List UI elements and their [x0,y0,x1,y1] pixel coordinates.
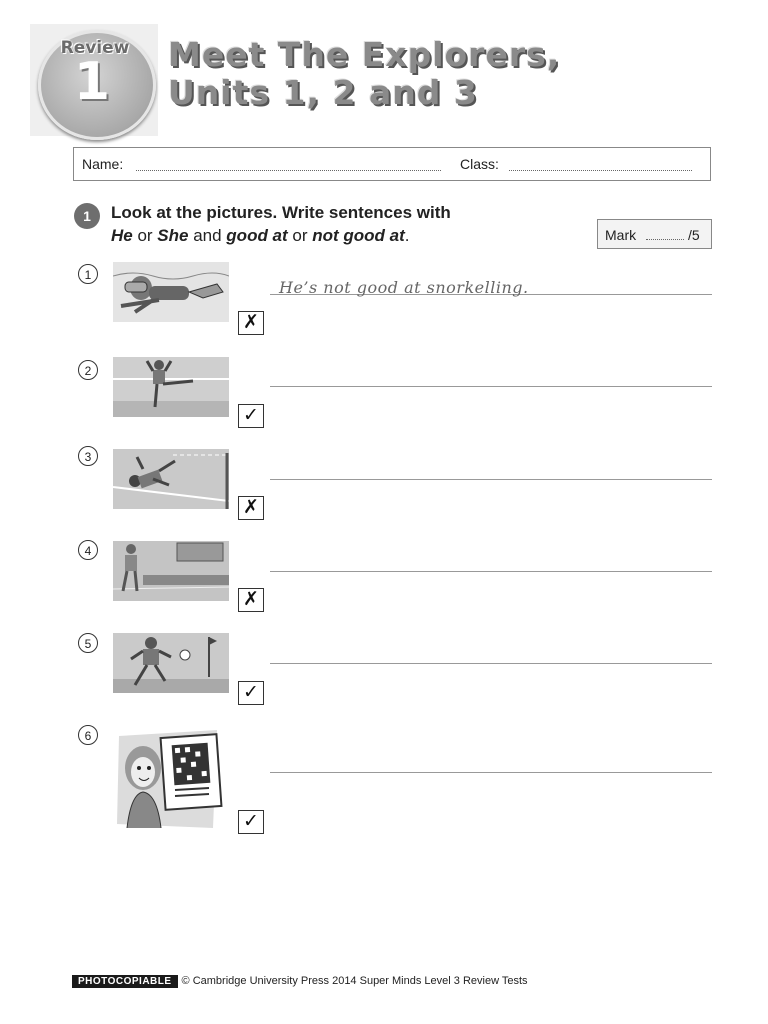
title-line-2: Units 1, 2 and 3 [168,73,478,112]
class-field[interactable] [509,169,692,171]
item-number: 2 [78,360,98,380]
instruction-line-2: He or She and good at or not good at. [111,226,410,245]
item-number: 6 [78,725,98,745]
answer-line[interactable] [270,386,712,387]
name-field[interactable] [136,169,441,171]
hurdles-picture-icon [113,449,229,509]
copyright-text: © Cambridge University Press 2014 Super Minds Level 3 Review Tests [181,975,528,987]
photocopiable-tag: PHOTOCOPIABLE [72,975,178,988]
gymnastics-picture-icon [113,357,229,417]
name-class-box [73,147,711,181]
title-line-1: Meet The Explorers, [168,35,561,74]
item-number: 4 [78,540,98,560]
name-label: Name: [82,156,124,172]
football-picture-icon [113,633,229,693]
mark-field[interactable] [646,239,684,240]
cross-mark-box: ✗ [238,311,264,335]
example-answer: He’s not good at snorkelling. [279,278,529,297]
exercise-instruction [111,201,531,247]
exercise-number: 1 [74,203,100,229]
class-label: Class: [460,156,499,172]
snorkelling-picture-icon [113,262,229,322]
mark-label: Mark [605,227,637,243]
answer-line[interactable] [270,479,712,480]
tick-mark-box: ✓ [238,681,264,705]
footer [72,975,528,988]
item-number: 3 [78,446,98,466]
instruction-line-1: Look at the pictures. Write sentences with [111,203,451,222]
answer-line[interactable] [270,663,712,664]
badge-word: Review [60,38,130,58]
page-title [168,36,748,112]
answer-line[interactable] [270,571,712,572]
crossword-picture-icon [113,728,223,832]
item-number: 1 [78,264,98,284]
tick-mark-box: ✓ [238,810,264,834]
answer-line[interactable] [270,772,712,773]
mark-box [597,219,712,249]
cross-mark-box: ✗ [238,496,264,520]
tick-mark-box: ✓ [238,404,264,428]
item-number: 5 [78,633,98,653]
cross-mark-box: ✗ [238,588,264,612]
table-tennis-picture-icon [113,541,229,601]
badge-number: 1 [73,52,111,112]
mark-total: /5 [688,227,700,243]
